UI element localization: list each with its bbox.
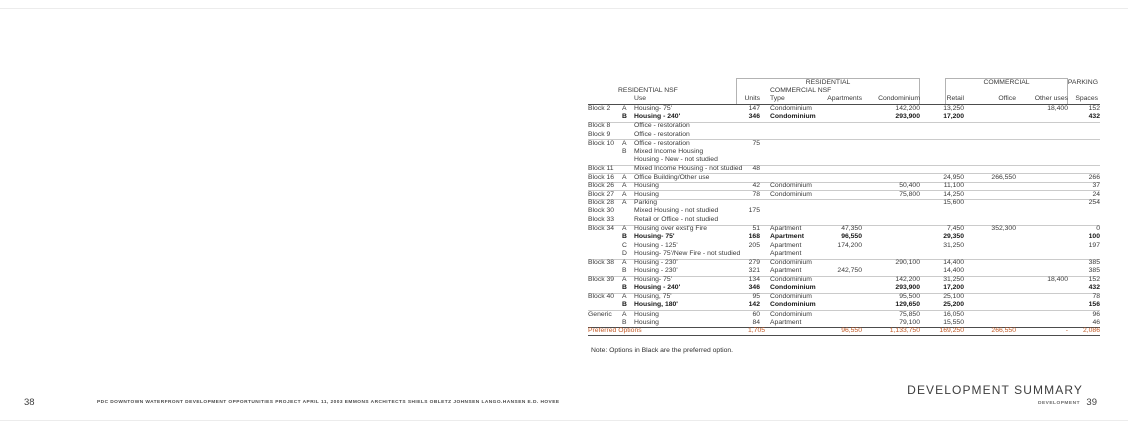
- cell-opt: B: [622, 147, 627, 155]
- cell-use: Housing: [634, 190, 659, 198]
- cell-use: Housing - 125': [634, 241, 678, 249]
- cell-type: Condominium: [770, 104, 812, 112]
- table-row: [588, 165, 1100, 174]
- cell-type: Condominium: [770, 301, 816, 309]
- total-apartments: 96,550: [841, 327, 862, 335]
- cell-use: Retail or Office - not studied: [634, 215, 719, 223]
- total-other: -: [1065, 327, 1068, 335]
- table-body: [588, 104, 1100, 327]
- cell-block: Generic: [588, 310, 612, 318]
- cell-block: Block 10: [588, 139, 615, 147]
- cell-retail: 24,950: [943, 173, 964, 181]
- parking-group-label: PARKING: [1067, 79, 1098, 86]
- cell-retail: 31,250: [943, 241, 964, 249]
- cell-opt: D: [622, 250, 627, 258]
- cell-use: Housing - 230': [634, 267, 678, 275]
- column-header-other-uses: Other uses: [1034, 95, 1068, 102]
- cell-units: 168: [748, 233, 760, 241]
- cell-use: Office Building/Other use: [634, 173, 710, 181]
- cell-retail: 7,450: [946, 225, 964, 233]
- cell-apartments: 242,750: [837, 267, 862, 275]
- table-row: [588, 216, 1100, 225]
- cell-opt: B: [622, 318, 627, 326]
- total-office: 266,550: [991, 327, 1016, 335]
- cell-opt: B: [622, 267, 627, 275]
- cell-type: Condominium: [770, 276, 812, 284]
- development-summary-table: [588, 78, 1100, 336]
- cell-opt: A: [622, 259, 627, 267]
- column-header-type: Type: [770, 95, 785, 102]
- cell-retail: 15,600: [943, 199, 964, 207]
- table-row: [588, 233, 1100, 242]
- total-units: 1,705: [748, 327, 766, 335]
- cell-condominium: 142,200: [895, 276, 920, 284]
- cell-spaces: 100: [1088, 233, 1100, 241]
- table-row: [588, 114, 1100, 123]
- cell-use: Housing, 180': [634, 301, 678, 309]
- table-row: [588, 173, 1100, 182]
- cell-retail: 11,100: [943, 182, 964, 190]
- table-row: [588, 284, 1100, 293]
- cell-opt: A: [622, 190, 627, 198]
- cell-other: 18,400: [1047, 104, 1068, 112]
- cell-units: 78: [752, 190, 760, 198]
- cell-type: Condominium: [770, 310, 812, 318]
- cell-condominium: 293,900: [895, 113, 920, 121]
- table-row: [588, 276, 1100, 285]
- cell-apartments: 47,350: [841, 225, 862, 233]
- page-bottom-edge: [0, 420, 1128, 421]
- cell-spaces: 266: [1088, 173, 1100, 181]
- cell-use: Office - restoration: [634, 122, 690, 130]
- total-condominium: 1,133,750: [889, 327, 920, 335]
- cell-block: Block 16: [588, 173, 615, 181]
- cell-use: Parking: [634, 199, 658, 207]
- cell-units: 279: [748, 259, 760, 267]
- right-page-number: 39: [1086, 397, 1097, 408]
- table-row: [588, 105, 1100, 114]
- cell-use: Mixed Housing - not studied: [634, 207, 719, 215]
- table-row: [588, 302, 1100, 311]
- cell-retail: 16,050: [943, 310, 964, 318]
- left-page-number: 38: [24, 397, 35, 408]
- cell-use: Housing, 75': [634, 293, 672, 301]
- cell-condominium: 129,650: [895, 301, 920, 309]
- column-header-apartments: Apartments: [827, 95, 862, 102]
- cell-opt: A: [622, 139, 627, 147]
- cell-units: 346: [748, 113, 760, 121]
- table-row: [588, 250, 1100, 259]
- cell-opt: B: [622, 113, 627, 121]
- table-row: [588, 208, 1100, 217]
- cell-block: Block 40: [588, 293, 615, 301]
- cell-type: Condominium: [770, 182, 812, 190]
- cell-spaces: 37: [1092, 182, 1100, 190]
- cell-type: Apartment: [770, 233, 804, 241]
- cell-apartments: 96,550: [841, 233, 862, 241]
- cell-opt: A: [622, 310, 627, 318]
- cell-office: 352,300: [991, 225, 1016, 233]
- cell-opt: A: [622, 182, 627, 190]
- cell-opt: C: [622, 241, 627, 249]
- table-row: [588, 131, 1100, 140]
- cell-use: Housing - 240': [634, 113, 681, 121]
- table-row: [588, 319, 1100, 328]
- table-row: [588, 293, 1100, 302]
- table-row: [588, 225, 1100, 234]
- table-row: [588, 190, 1100, 199]
- column-header-office: Office: [998, 95, 1016, 102]
- cell-use: Mixed Income Housing: [634, 147, 704, 155]
- cell-opt: A: [622, 199, 627, 207]
- cell-retail: 17,200: [943, 113, 964, 121]
- cell-retail: 25,100: [943, 293, 964, 301]
- cell-units: 42: [752, 182, 760, 190]
- table-row: [588, 156, 1100, 165]
- cell-units: 134: [748, 276, 760, 284]
- table-header: [588, 78, 1100, 104]
- cell-use: Housing: [634, 182, 659, 190]
- cell-retail: 17,200: [943, 284, 964, 292]
- table-row: [588, 148, 1100, 157]
- cell-units: 95: [752, 293, 760, 301]
- table-row: [588, 122, 1100, 131]
- cell-block: Block 33: [588, 215, 615, 223]
- cell-spaces: 385: [1088, 259, 1100, 267]
- cell-retail: 31,250: [943, 276, 964, 284]
- cell-units: 75: [752, 139, 760, 147]
- cell-units: 175: [748, 207, 760, 215]
- cell-use: Housing- 75': [634, 233, 675, 241]
- cell-use: Office - restoration: [634, 139, 690, 147]
- cell-type: Apartment: [770, 250, 802, 258]
- cell-spaces: 197: [1088, 241, 1100, 249]
- column-header-condominium: Condominium: [878, 95, 920, 102]
- cell-block: Block 9: [588, 130, 611, 138]
- cell-block: Block 11: [588, 165, 614, 173]
- preferred-options-total-row: [588, 327, 1100, 336]
- cell-spaces: 96: [1092, 310, 1100, 318]
- column-header-units: Units: [744, 95, 760, 102]
- table-row: [588, 310, 1100, 319]
- cell-condominium: 75,800: [899, 190, 920, 198]
- cell-type: Apartment: [770, 318, 802, 326]
- column-header-retail: Retail: [946, 95, 964, 102]
- table-row: [588, 139, 1100, 148]
- residential-group-label: RESIDENTIAL: [805, 79, 851, 86]
- cell-opt: A: [622, 225, 627, 233]
- cell-type: Apartment: [770, 267, 802, 275]
- cell-spaces: 46: [1092, 318, 1100, 326]
- cell-use: Housing- 75'/New Fire - not studied: [634, 250, 741, 258]
- cell-spaces: 152: [1088, 104, 1100, 112]
- cell-block: Block 38: [588, 259, 615, 267]
- cell-units: 147: [748, 104, 760, 112]
- total-retail: 169,250: [939, 327, 964, 335]
- table-note: Note: Options in Black are the preferred option.: [591, 347, 734, 354]
- cell-spaces: 0: [1096, 225, 1100, 233]
- cell-type: Condominium: [770, 190, 812, 198]
- cell-use: Mixed Income Housing - not studied: [634, 165, 743, 173]
- cell-spaces: 385: [1088, 267, 1100, 275]
- cell-condominium: 79,100: [899, 318, 920, 326]
- table-row: [588, 199, 1100, 208]
- total-label: Preferred Options: [588, 327, 642, 335]
- cell-condominium: 290,100: [895, 259, 920, 267]
- table-row: [588, 182, 1100, 191]
- cell-condominium: 293,900: [895, 284, 920, 292]
- cell-condominium: 142,200: [895, 104, 920, 112]
- cell-units: 321: [748, 267, 760, 275]
- cell-spaces: 152: [1088, 276, 1100, 284]
- cell-use: Office - restoration: [634, 130, 690, 138]
- cell-opt: A: [622, 276, 627, 284]
- cell-apartments: 174,200: [837, 241, 862, 249]
- cell-type: Condominium: [770, 284, 816, 292]
- cell-retail: 15,550: [943, 318, 964, 326]
- cell-type: Condominium: [770, 293, 812, 301]
- cell-units: 48: [752, 165, 760, 173]
- table-row: [588, 267, 1100, 276]
- section-title: DEVELOPMENT SUMMARY: [907, 383, 1083, 397]
- cell-use: Housing: [634, 318, 659, 326]
- cell-units: 84: [752, 318, 760, 326]
- cell-use: Housing over exst'g Fire: [634, 225, 708, 233]
- cell-block: Block 34: [588, 225, 615, 233]
- cell-type: Apartment: [770, 225, 802, 233]
- cell-opt: A: [622, 173, 627, 181]
- cell-spaces: 78: [1092, 293, 1100, 301]
- cell-use: Housing - New - not studied: [634, 156, 718, 164]
- table-row: [588, 242, 1100, 251]
- total-spaces: 2,086: [1082, 327, 1100, 335]
- column-header-spaces: Spaces: [1075, 95, 1098, 102]
- cell-type: Condominium: [770, 259, 812, 267]
- cell-office: 266,550: [991, 173, 1016, 181]
- footer-project-credits: PDC DOWNTOWN WATERFRONT DEVELOPMENT OPPORTUNITIES PROJECT APRIL 11, 2003 EMMONS ARCHITECTS SHIELS OBLETZ JOHNSEN LANGO.HANSEN E.D. HOVEE: [97, 400, 560, 405]
- cell-retail: 14,400: [943, 259, 964, 267]
- cell-block: Block 8: [588, 122, 611, 130]
- cell-units: 346: [748, 284, 760, 292]
- cell-spaces: 432: [1088, 284, 1100, 292]
- residential-nsf-group-label: RESIDENTIAL NSF: [618, 87, 678, 94]
- cell-use: Housing- 75': [634, 276, 672, 284]
- cell-retail: 13,250: [943, 104, 964, 112]
- cell-condominium: 50,400: [899, 182, 920, 190]
- cell-opt: B: [622, 284, 627, 292]
- cell-opt: A: [622, 104, 627, 112]
- cell-block: Block 28: [588, 199, 615, 207]
- section-label: DEVELOPMENT: [1037, 401, 1080, 406]
- cell-units: 205: [748, 241, 760, 249]
- commercial-group-label: COMMERCIAL: [983, 79, 1030, 86]
- cell-opt: B: [622, 233, 627, 241]
- cell-opt: B: [622, 301, 627, 309]
- cell-use: Housing - 230': [634, 259, 678, 267]
- cell-use: Housing: [634, 310, 659, 318]
- cell-condominium: 75,850: [899, 310, 920, 318]
- cell-retail: 29,350: [943, 233, 964, 241]
- cell-other: 18,400: [1047, 276, 1068, 284]
- cell-units: 142: [748, 301, 760, 309]
- cell-type: Condominium: [770, 113, 816, 121]
- cell-use: Housing- 75': [634, 104, 672, 112]
- table-row: [588, 259, 1100, 268]
- cell-block: Block 27: [588, 190, 615, 198]
- cell-units: 51: [752, 225, 760, 233]
- cell-retail: 25,200: [943, 301, 964, 309]
- page-top-edge: [0, 8, 1128, 9]
- cell-block: Block 26: [588, 182, 615, 190]
- cell-condominium: 95,500: [899, 293, 920, 301]
- cell-spaces: 432: [1088, 113, 1100, 121]
- cell-use: Housing - 240': [634, 284, 681, 292]
- cell-retail: 14,400: [943, 267, 964, 275]
- cell-block: Block 30: [588, 207, 615, 215]
- cell-units: 60: [752, 310, 760, 318]
- cell-block: Block 2: [588, 104, 611, 112]
- cell-type: Apartment: [770, 241, 802, 249]
- cell-spaces: 254: [1088, 199, 1100, 207]
- commercial-nsf-group-label: COMMERCIAL NSF: [770, 87, 832, 94]
- cell-spaces: 156: [1088, 301, 1100, 309]
- cell-block: Block 39: [588, 276, 615, 284]
- cell-retail: 14,250: [943, 190, 964, 198]
- cell-spaces: 24: [1092, 190, 1100, 198]
- cell-opt: A: [622, 293, 627, 301]
- column-header-use: Use: [634, 95, 647, 102]
